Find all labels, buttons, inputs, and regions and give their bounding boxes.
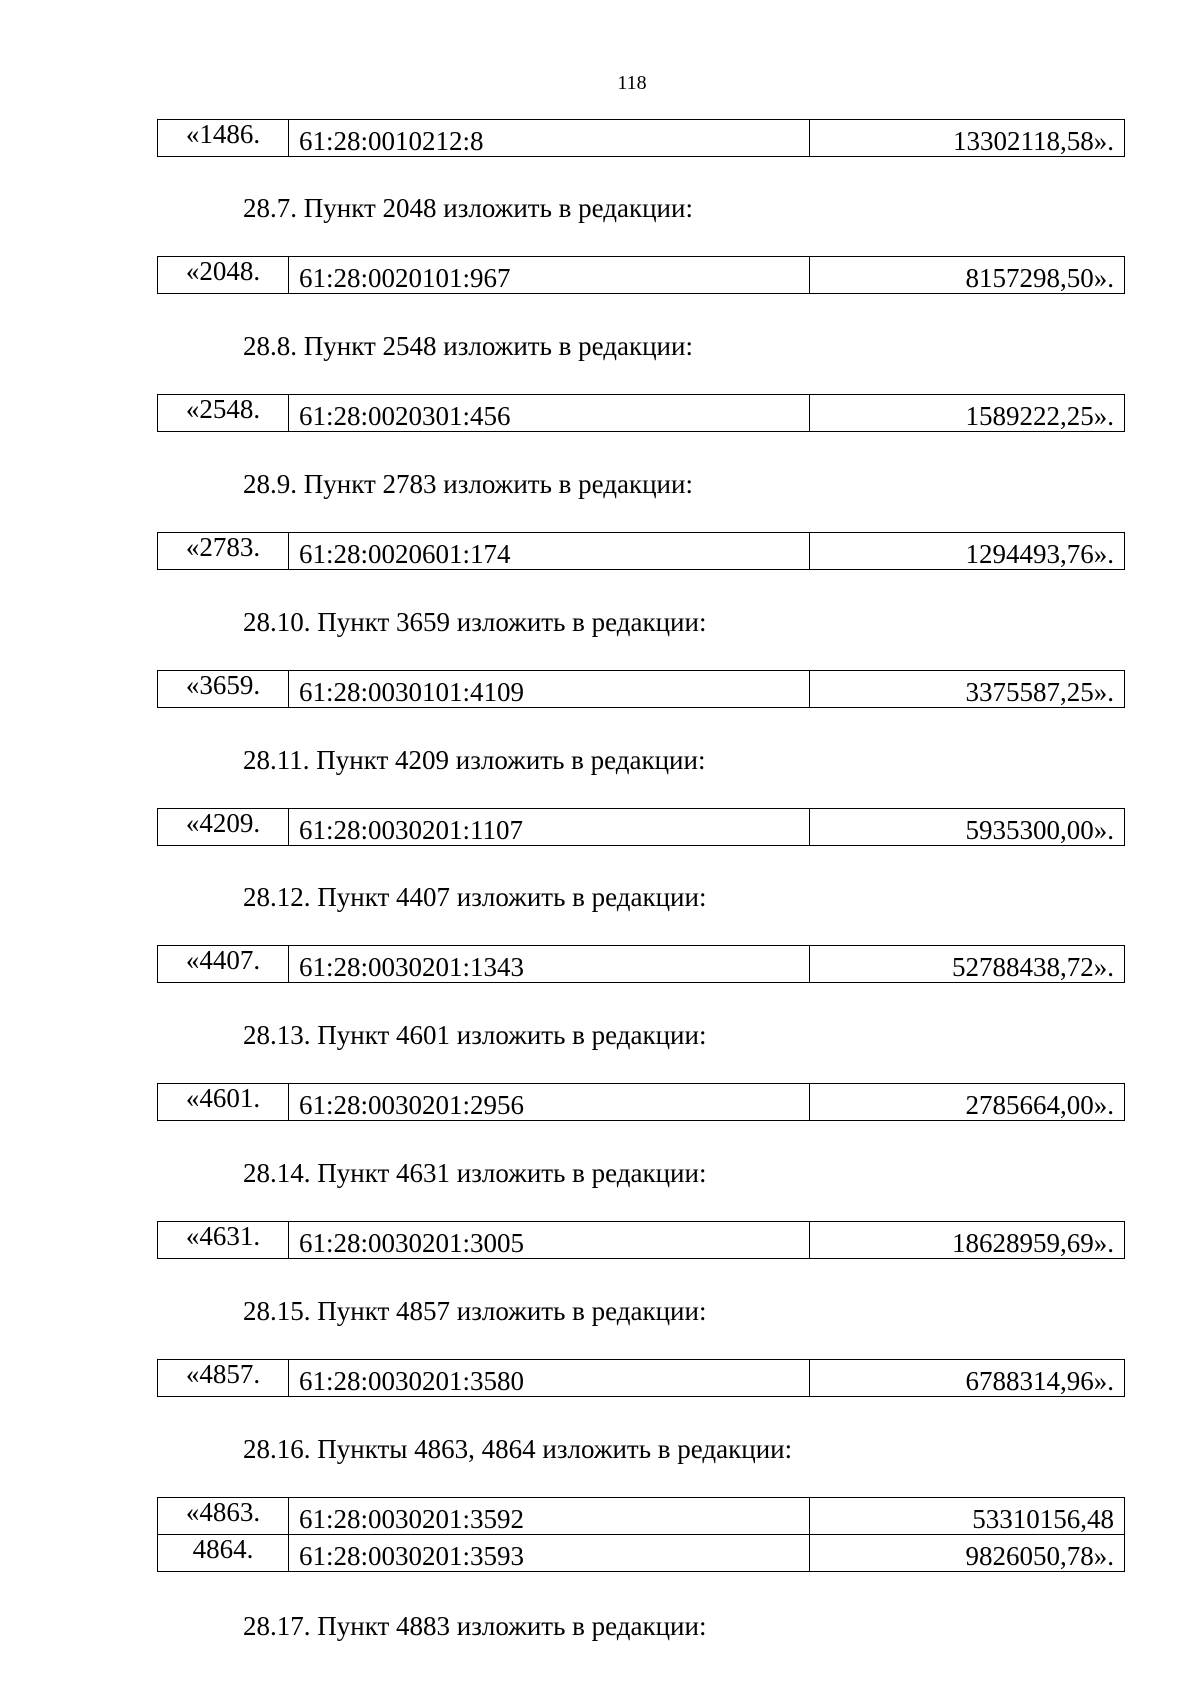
table-row xyxy=(158,257,1125,294)
amendment-table xyxy=(157,1083,1125,1121)
cadastral-value-cell: 1589222,25». xyxy=(810,395,1125,432)
amendment-table xyxy=(157,1359,1125,1397)
table-row xyxy=(158,1360,1125,1397)
amendment-heading: 28.9. Пункт 2783 изложить в редакции: xyxy=(243,469,693,499)
item-number-cell: «2783. xyxy=(158,533,289,570)
item-number-cell: «4601. xyxy=(158,1084,289,1121)
cadastral-number-cell: 61:28:0030201:3593 xyxy=(289,1535,810,1572)
item-number-cell: «2548. xyxy=(158,395,289,432)
cadastral-number-cell: 61:28:0030201:2956 xyxy=(289,1084,810,1121)
item-number-cell: «4209. xyxy=(158,809,289,846)
cadastral-value-cell: 1294493,76». xyxy=(810,533,1125,570)
cadastral-value-cell: 6788314,96». xyxy=(810,1360,1125,1397)
cadastral-number-cell: 61:28:0030101:4109 xyxy=(289,671,810,708)
cadastral-number-cell: 61:28:0020601:174 xyxy=(289,533,810,570)
item-number-cell: «4863. xyxy=(158,1498,289,1535)
table-row xyxy=(158,1535,1125,1572)
cadastral-number-cell: 61:28:0020301:456 xyxy=(289,395,810,432)
table-row xyxy=(158,1498,1125,1535)
item-number-cell: «2048. xyxy=(158,257,289,294)
cadastral-number-cell: 61:28:0030201:3005 xyxy=(289,1222,810,1259)
item-number-cell: «4631. xyxy=(158,1222,289,1259)
amendment-table xyxy=(157,532,1125,570)
table-row xyxy=(158,1222,1125,1259)
amendment-heading: 28.17. Пункт 4883 изложить в редакции: xyxy=(243,1611,707,1641)
cadastral-value-cell: 2785664,00». xyxy=(810,1084,1125,1121)
cadastral-number-cell: 61:28:0030201:1343 xyxy=(289,946,810,983)
item-number-cell: «4857. xyxy=(158,1360,289,1397)
amendment-heading: 28.14. Пункт 4631 изложить в редакции: xyxy=(243,1158,707,1188)
cadastral-value-cell: 18628959,69». xyxy=(810,1222,1125,1259)
cadastral-value-cell: 3375587,25». xyxy=(810,671,1125,708)
amendment-table xyxy=(157,256,1125,294)
cadastral-value-cell: 9826050,78». xyxy=(810,1535,1125,1572)
amendment-heading: 28.10. Пункт 3659 изложить в редакции: xyxy=(243,607,707,637)
amendment-heading: 28.16. Пункты 4863, 4864 изложить в редакции: xyxy=(243,1434,793,1464)
amendment-table xyxy=(157,119,1125,157)
table-row xyxy=(158,671,1125,708)
amendment-table xyxy=(157,394,1125,432)
amendment-table xyxy=(157,670,1125,708)
amendment-heading: 28.8. Пункт 2548 изложить в редакции: xyxy=(243,331,693,361)
item-number-cell: «4407. xyxy=(158,946,289,983)
page-number: 118 xyxy=(617,72,647,94)
cadastral-number-cell: 61:28:0030201:3580 xyxy=(289,1360,810,1397)
cadastral-number-cell: 61:28:0010212:8 xyxy=(289,120,810,157)
table-row xyxy=(158,120,1125,157)
cadastral-value-cell: 53310156,48 xyxy=(810,1498,1125,1535)
table-row xyxy=(158,533,1125,570)
cadastral-value-cell: 13302118,58». xyxy=(810,120,1125,157)
cadastral-number-cell: 61:28:0030201:1107 xyxy=(289,809,810,846)
amendment-heading: 28.15. Пункт 4857 изложить в редакции: xyxy=(243,1296,707,1326)
amendment-table xyxy=(157,1221,1125,1259)
item-number-cell: 4864. xyxy=(158,1535,289,1572)
cadastral-number-cell: 61:28:0020101:967 xyxy=(289,257,810,294)
table-row xyxy=(158,1084,1125,1121)
cadastral-number-cell: 61:28:0030201:3592 xyxy=(289,1498,810,1535)
amendment-table xyxy=(157,945,1125,983)
table-row xyxy=(158,946,1125,983)
cadastral-value-cell: 8157298,50». xyxy=(810,257,1125,294)
amendment-heading: 28.13. Пункт 4601 изложить в редакции: xyxy=(243,1020,707,1050)
amendment-heading: 28.7. Пункт 2048 изложить в редакции: xyxy=(243,193,693,223)
table-row xyxy=(158,809,1125,846)
item-number-cell: «1486. xyxy=(158,120,289,157)
cadastral-value-cell: 52788438,72». xyxy=(810,946,1125,983)
amendment-table xyxy=(157,808,1125,846)
cadastral-value-cell: 5935300,00». xyxy=(810,809,1125,846)
amendment-table xyxy=(157,1497,1125,1572)
amendment-heading: 28.11. Пункт 4209 изложить в редакции: xyxy=(243,745,706,775)
table-row xyxy=(158,395,1125,432)
amendment-heading: 28.12. Пункт 4407 изложить в редакции: xyxy=(243,882,707,912)
item-number-cell: «3659. xyxy=(158,671,289,708)
